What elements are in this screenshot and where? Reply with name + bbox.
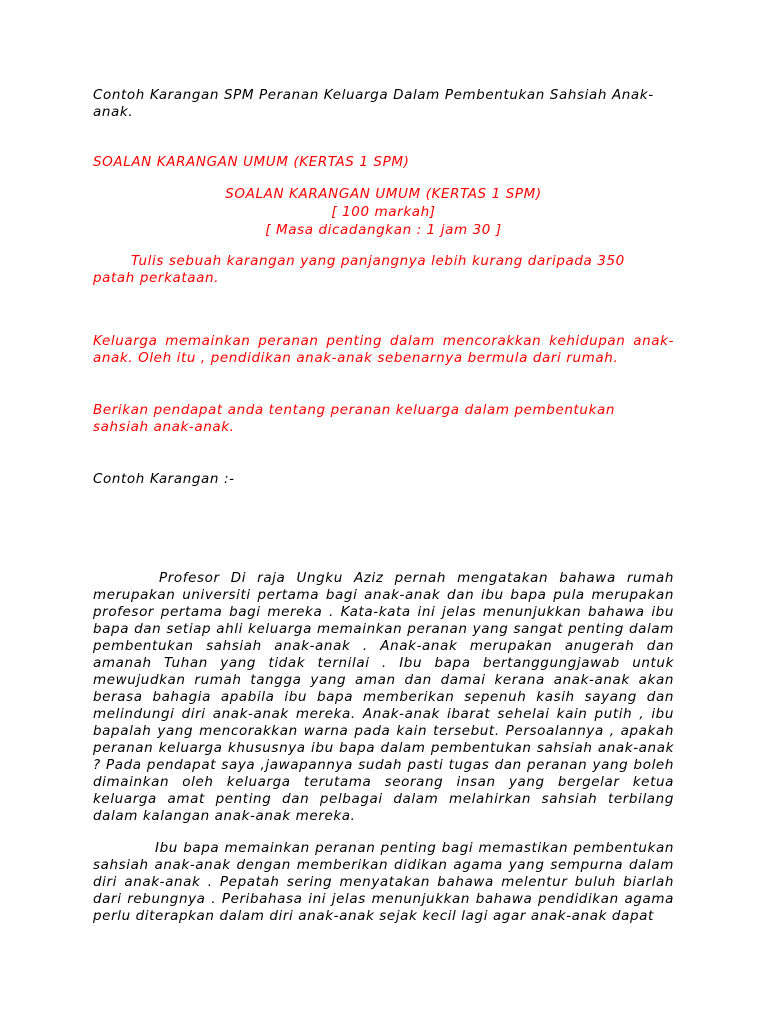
question-block-time: [ Masa dicadangkan : 1 jam 30 ]	[265, 222, 502, 238]
question-block-marks: [ 100 markah]	[331, 204, 436, 220]
instruction-text: Tulis sebuah karangan yang panjangnya lebih kurang daripada 350 patah perkataan.	[93, 253, 625, 286]
essay-prompt: Keluarga memainkan peranan penting dalam mencorakkan kehidupan anak-anak. Oleh itu , pendidikan anak-anak sebenarnya bermula dari rumah.	[93, 333, 674, 366]
question-block-title: SOALAN KARANGAN UMUM (KERTAS 1 SPM)	[225, 186, 542, 202]
question-block	[93, 184, 674, 240]
essay-paragraph-1: Profesor Di raja Ungku Aziz pernah mengatakan bahawa rumah merupakan universiti pertama bagi anak-anak dan ibu bapa pula merupakan profesor pertama bagi mereka . Kata-kata ini jelas menunjukkan bahawa ibu bapa dan setiap ahli keluarga memainkan peranan yang sangat penting dalam pembentukan sahsiah anak-anak . Anak-anak merupakan anugerah dan amanah Tuhan yang tidak ternilai . Ibu bapa bertanggungjawab untuk mewujudkan rumah tangga yang aman dan damai kerana anak-anak akan berasa bahagia apabila ibu bapa memberikan sepenuh kasih sayang dan melindungi diri anak-anak mereka. Anak-anak ibarat sehelai kain putih , ibu bapalah yang mencorakkan warna pada kain tersebut. Persoalannya , apakah peranan keluarga khususnya ibu bapa dalam pembentukan sahsiah anak-anak ? Pada pendapat saya ,jawapannya sudah pasti tugas dan peranan yang boleh dimainkan oleh keluarga terutama seorang insan yang bergelar ketua keluarga amat penting dan pelbagai dalam melahirkan sahsiah terbilang dalam kalangan anak-anak mereka.	[93, 570, 674, 824]
document-title: Contoh Karangan SPM Peranan Keluarga Dalam Pembentukan Sahsiah Anak-anak.	[93, 87, 654, 120]
essay-paragraph-2: Ibu bapa memainkan peranan penting bagi memastikan pembentukan sahsiah anak-anak dengan memberikan didikan agama yang sempurna dalam diri anak-anak . Pepatah sering menyatakan bahawa melentur buluh biarlah dari rebungnya . Peribahasa ini jelas menunjukkan bahawa pendidikan agama perlu diterapkan dalam diri anak-anak sejak kecil lagi agar anak-anak dapat	[93, 840, 674, 924]
example-label: Contoh Karangan :-	[93, 471, 235, 487]
essay-question: Berikan pendapat anda tentang peranan keluarga dalam pembentukan sahsiah anak-anak.	[93, 402, 616, 435]
question-heading: SOALAN KARANGAN UMUM (KERTAS 1 SPM)	[93, 154, 410, 170]
